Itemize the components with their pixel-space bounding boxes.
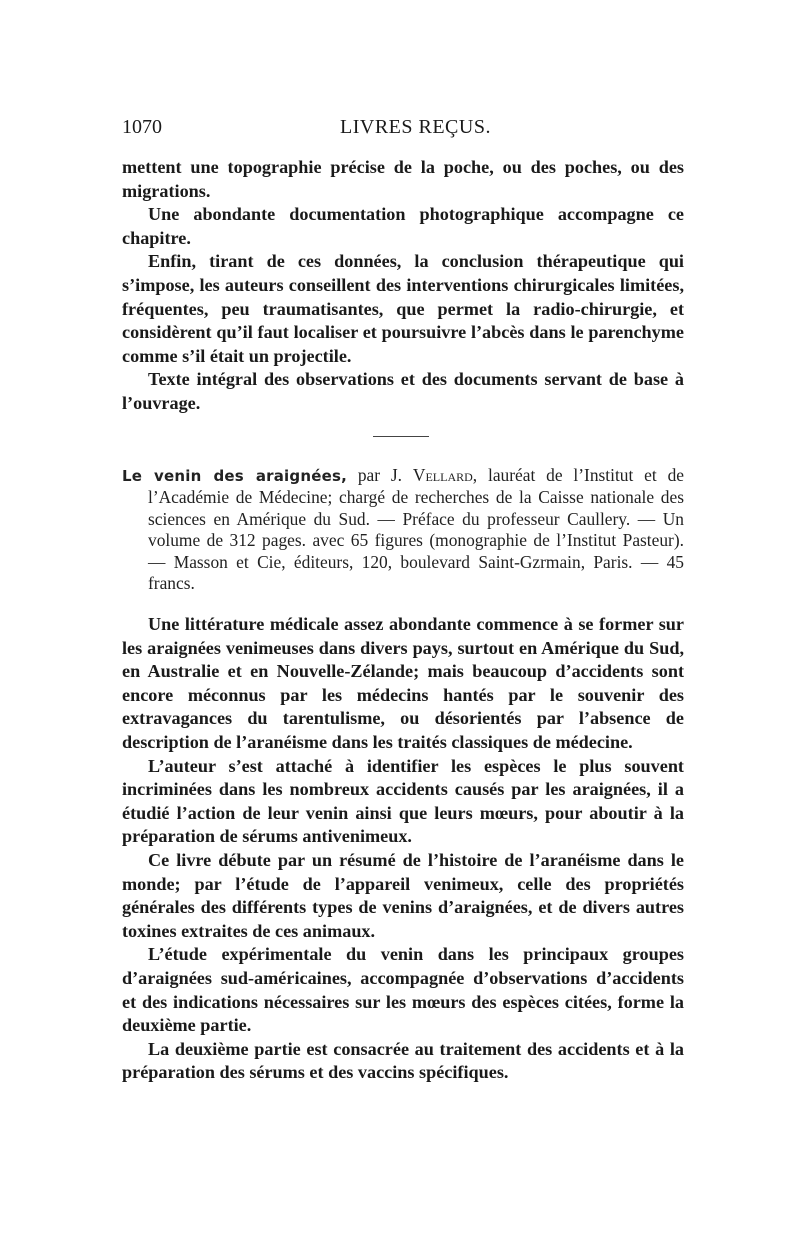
review-body [122, 613, 684, 1085]
author-name: Vellard, [412, 465, 478, 485]
page-number: 1070 [122, 116, 162, 138]
previous-review-continuation [122, 156, 684, 416]
paragraph: Une littérature médicale assez abondante commence à se former sur les araignées venimeuses dans divers pays, surtout en Amérique du Sud, en Australie et en Nouvelle-Zélande; mais beaucoup d’accidents sont encore méconnus par les médecins hantés par le souvenir des extravagances du tarentulisme, ou désorientés par l’absence de description de l’aranéisme dans les traités classiques de médecine. [122, 614, 684, 752]
paragraph: Une abondante documentation photographique accompagne ce chapitre. [122, 204, 684, 248]
paragraph: Enfin, tirant de ces données, la conclusion thérapeutique qui s’impose, les auteurs conseillent des interventions chirurgicales limitées, fréquentes, peu traumatisantes, que permet la radio-chirurgie, et considèrent qu’il faut localiser et poursuivre l’abcès dans le parenchyme comme s’il était un projectile. [122, 251, 684, 366]
page-header [122, 116, 684, 144]
paragraph: Texte intégral des observations et des documents servant de base à l’ouvrage. [122, 369, 684, 413]
paragraph: L’étude expérimentale du venin dans les principaux groupes d’araignées sud-américaines, accompagnée d’observations d’accidents et des indications nécessaires sur les mœurs des espèces citées, forme la deuxième partie. [122, 944, 684, 1036]
section-divider [373, 436, 429, 437]
paragraph: mettent une topographie précise de la poche, ou des poches, ou des migrations. [122, 157, 684, 201]
book-details: lauréat de l’Institut et de l’Académie de Médecine; chargé de recherches de la Caisse nationale des sciences en Amérique du Sud. — Préface du professeur Caullery. — Un volume de 312 pages. avec 65 figures (monographie de l’Institut Pasteur). — Masson et Cie, éditeurs, 120, boulevard Saint-Gzrmain, Paris. — 45 francs. [148, 465, 684, 594]
book-reference [122, 465, 684, 594]
paragraph: L’auteur s’est attaché à identifier les espèces le plus souvent incriminées dans les nombreux accidents causés par les araignées, il a étudié l’action de leur venin ainsi que leurs mœurs, pour aboutir à la préparation de sérums antivenimeux. [122, 755, 684, 847]
running-title: LIVRES REÇUS. [340, 116, 491, 138]
paragraph: La deuxième partie est consacrée au traitement des accidents et à la préparation des sérums et des vaccins spécifiques. [122, 1038, 684, 1083]
by-text: par J. [347, 465, 413, 485]
paragraph: Ce livre débute par un résumé de l’histoire de l’aranéisme dans le monde; par l’étude de l’appareil venimeux, celle des propriétés générales des différents types de venins d’araignées, et de divers autres toxines extraites de ces animaux. [122, 849, 684, 941]
book-title: Le venin des araignées, [122, 467, 347, 485]
